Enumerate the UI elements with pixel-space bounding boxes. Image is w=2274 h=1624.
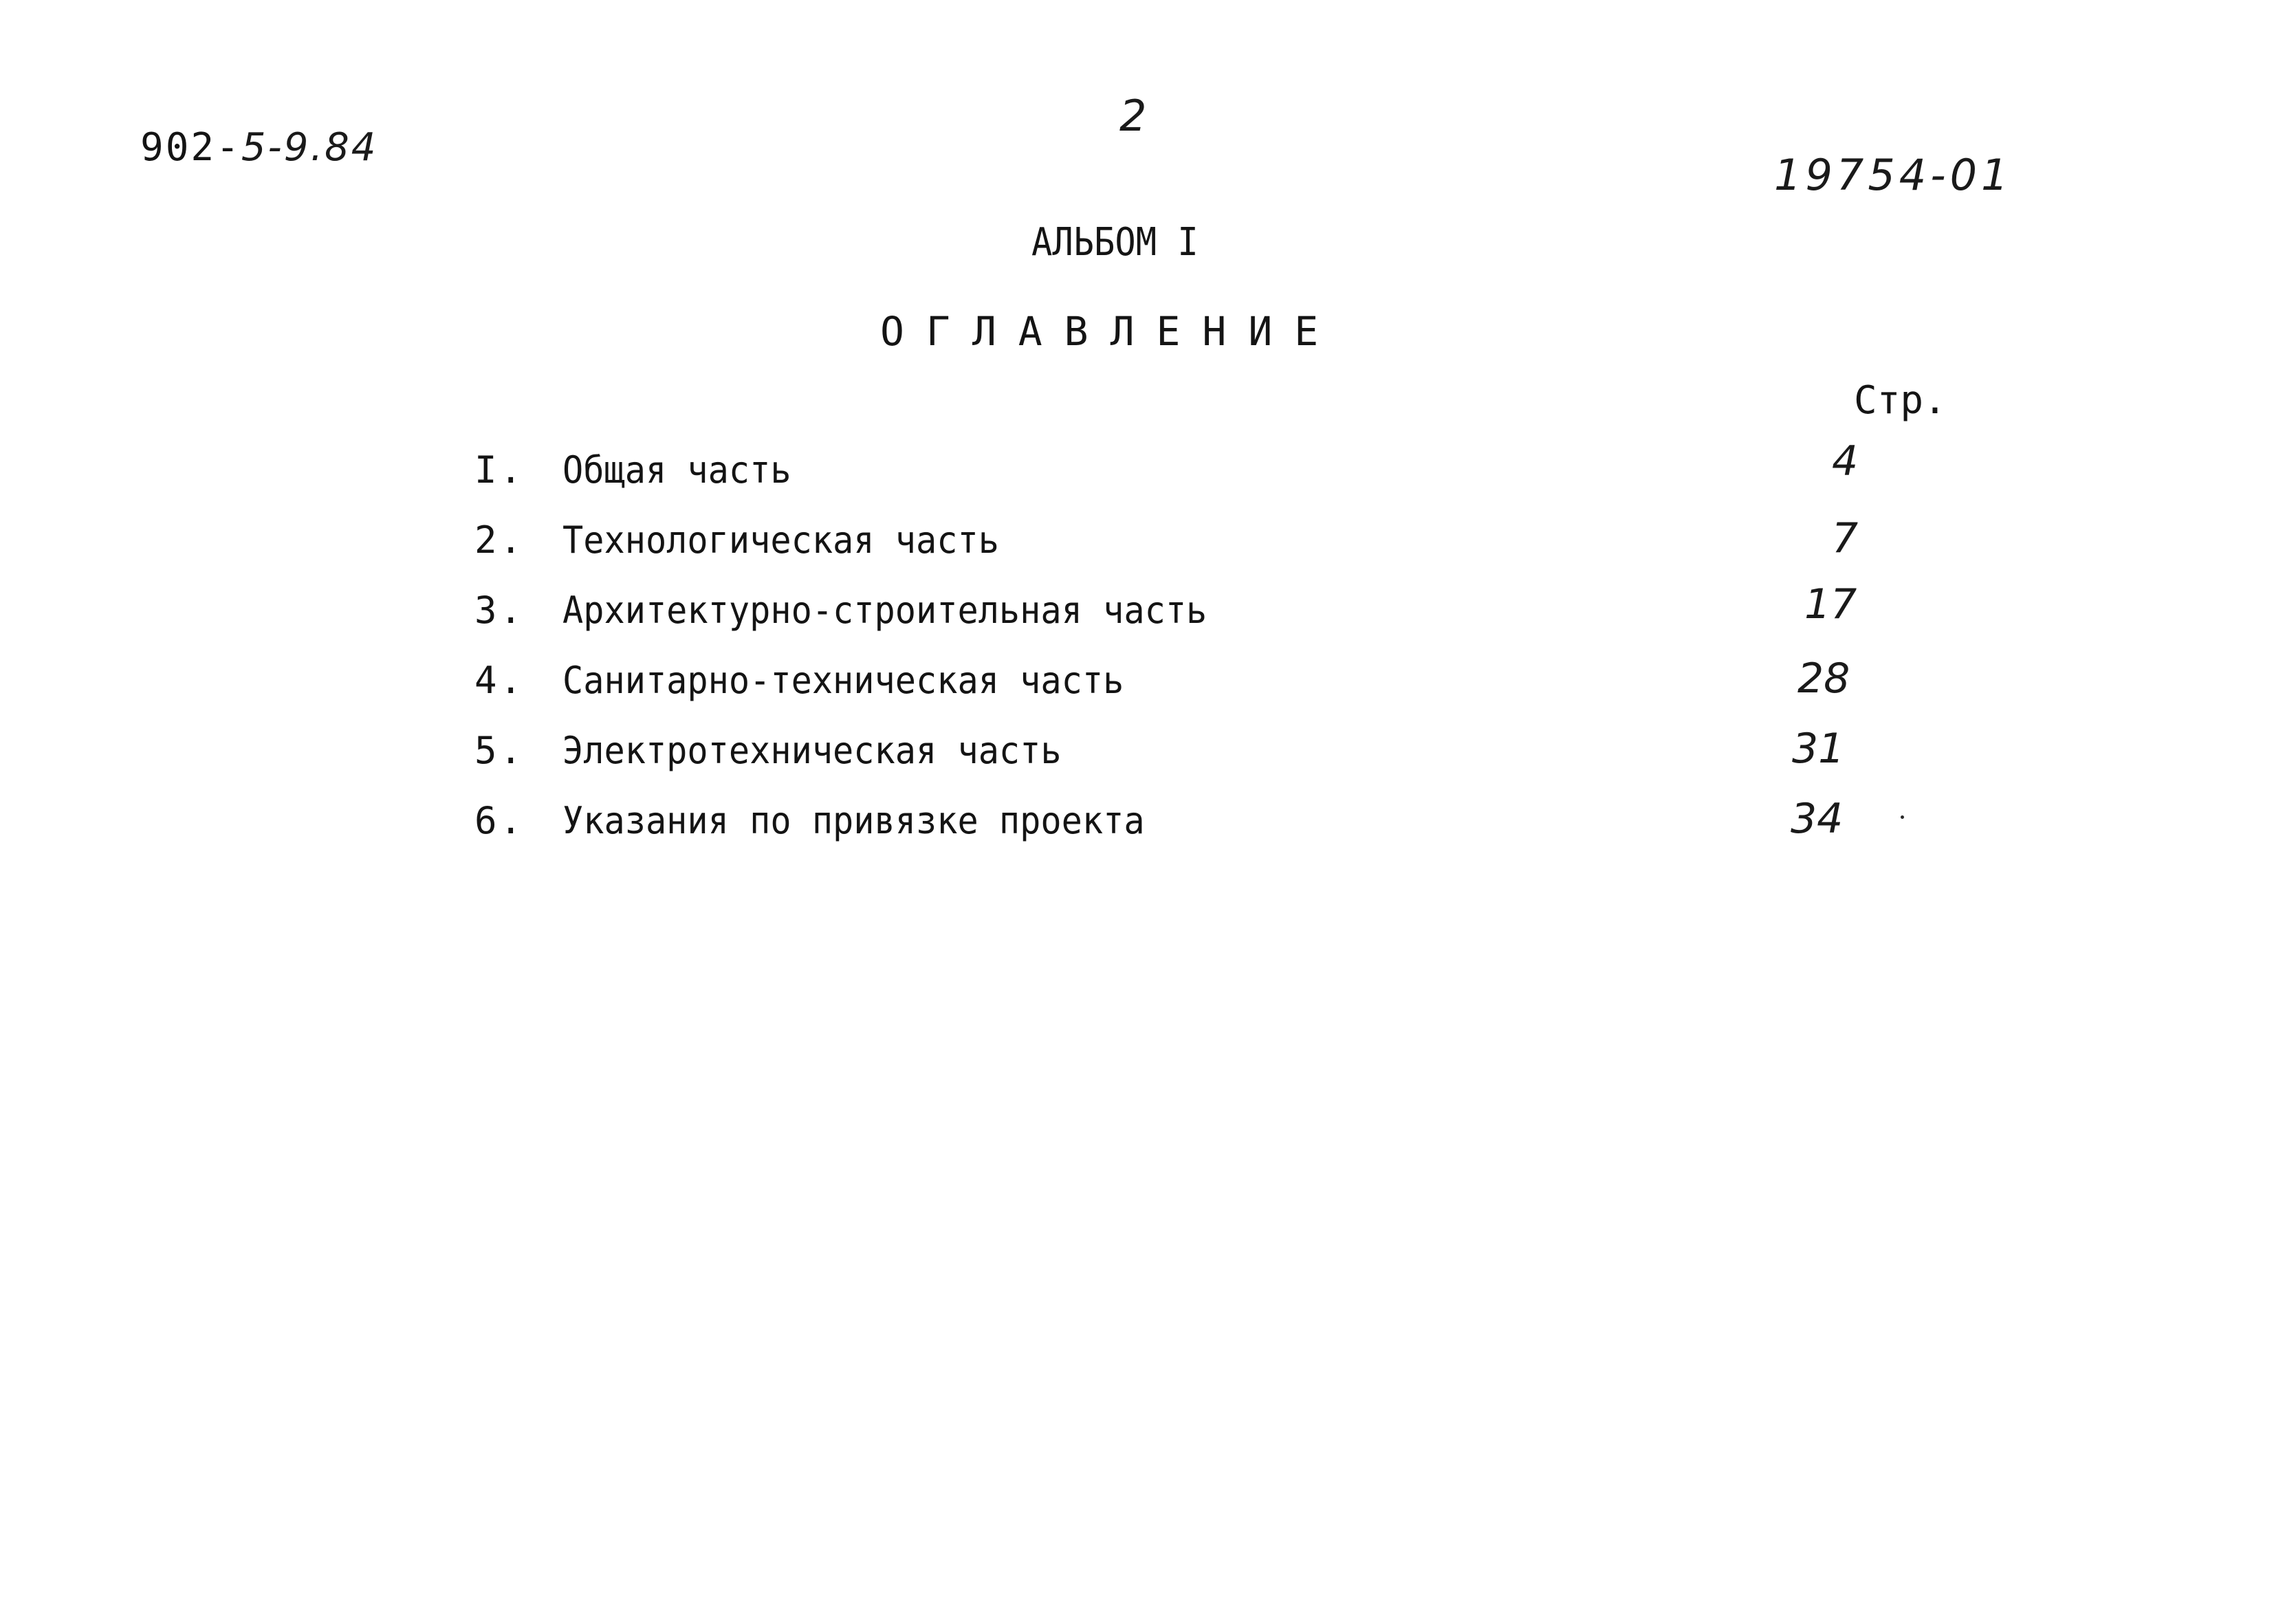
inventory-number: 19754-01 — [1774, 150, 2013, 200]
toc-row-page: 4 — [1832, 437, 1859, 485]
toc-row-label: Общая часть — [562, 448, 791, 492]
toc-row-page: 28 — [1797, 655, 1850, 703]
toc-row-number: 5. — [474, 729, 525, 772]
toc-row-label: Технологическая часть — [562, 518, 999, 562]
toc-row-label: Архитектурно-строительная часть — [562, 589, 1207, 632]
toc-row-page: 7 — [1832, 514, 1859, 562]
toc-row-number: 4. — [474, 659, 525, 702]
document-code-prefix: 902- — [140, 125, 241, 170]
toc-row-label: Указания по привязке проекта — [562, 799, 1145, 842]
toc-row-label: Электротехническая часть — [562, 729, 1062, 772]
toc-row-number: 2. — [474, 518, 525, 562]
page-column-header: Стр. — [1854, 378, 1947, 423]
document-code-handwritten: 5-9.84 — [241, 125, 378, 170]
toc-title: ОГЛАВЛЕНИЕ — [880, 308, 1341, 355]
album-title: АЛЬБОМ I — [1031, 220, 1199, 265]
page-number: 2 — [1119, 91, 1147, 141]
toc-row-number: 6. — [474, 799, 525, 842]
toc-row-number: 3. — [474, 589, 525, 632]
document-code — [140, 125, 378, 170]
toc-row-page: 17 — [1804, 580, 1857, 628]
toc-row-page: 31 — [1792, 725, 1845, 773]
toc-row-number: I. — [474, 448, 525, 492]
toc-row-page: 34 — [1791, 795, 1844, 843]
toc-row-label: Санитарно-техническая часть — [562, 659, 1124, 702]
ink-dot — [1901, 815, 1904, 819]
